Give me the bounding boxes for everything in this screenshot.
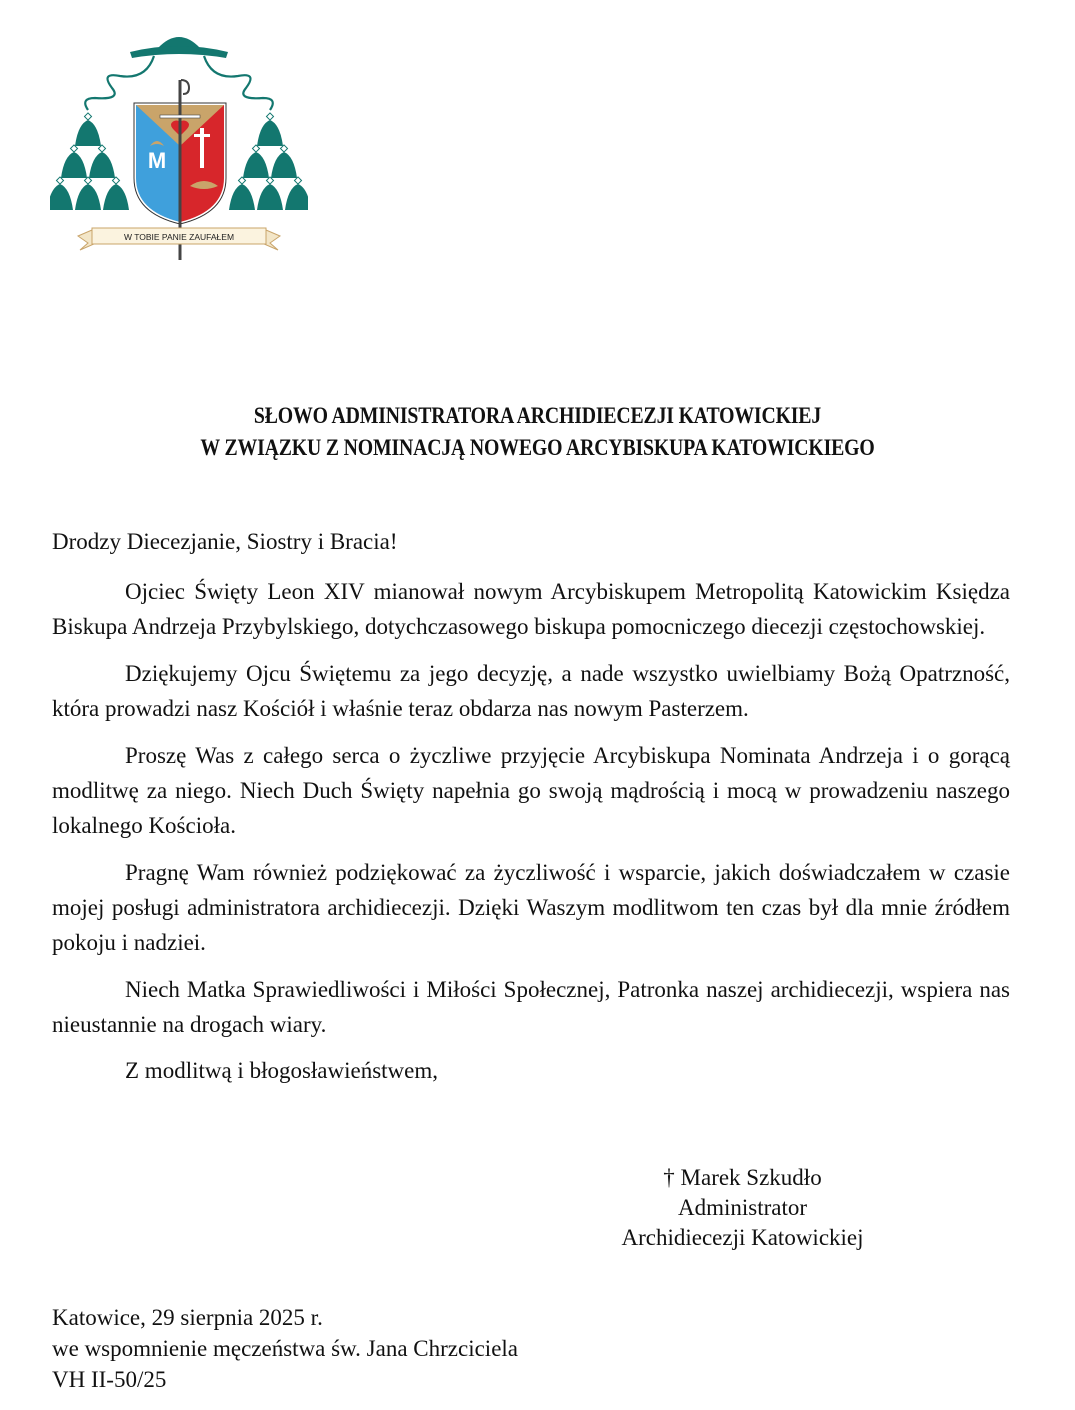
signatory-role: Administrator	[677, 1195, 808, 1220]
paragraph: Proszę Was z całego serca o życzliwe przyjęcie Arcybiskupa Nominata Andrzeja i o gorącą modlitwę za niego. Niech Duch Święty napełnia go swoją mądrością i mocą w prowadzeniu naszego lokalnego Kościoła.	[52, 743, 1010, 838]
paragraph: Niech Matka Sprawiedliwości i Miłości Społecznej, Patronka naszej archidiecezji, wspiera nas nieustannie na drogach wiary.	[52, 977, 1010, 1037]
title-line-1: SŁOWO ADMINISTRATORA ARCHIDIECEZJI KATOWICKIEJ	[253, 403, 822, 428]
shield-monogram: M	[147, 148, 167, 173]
signatory-institution: Archidiecezji Katowickiej	[621, 1225, 864, 1250]
paragraph: Dziękujemy Ojcu Świętemu za jego decyzję, a nade wszystko uwielbiamy Bożą Opatrzność, która prowadzi nasz Kościół i właśnie teraz obdarza nas nowym Pasterzem.	[52, 661, 1010, 721]
signature-block	[600, 1163, 885, 1253]
motto-text: W TOBIE PANIE ZAUFAŁEM	[123, 232, 235, 242]
title-line-2: W ZWIĄZKU Z NOMINACJĄ NOWEGO ARCYBISKUPA KATOWICKIEGO	[200, 435, 875, 460]
occasion: we wspomnienie męczeństwa św. Jana Chrzciciela	[52, 1336, 518, 1361]
closing-line: Z modlitwą i błogosławieństwem,	[125, 1058, 439, 1083]
paragraph: Pragnę Wam również podziękować za życzliwość i wsparcie, jakich doświadczałem w czasie mojej posługi administratora archidiecezji. Dzięki Waszym modlitwom ten czas był dla mnie źródłem pokoju i nadziei.	[52, 860, 1010, 955]
paragraph: Ojciec Święty Leon XIV mianował nowym Arcybiskupem Metropolitą Katowickim Księdza Biskupa Andrzeja Przybylskiego, dotychczasowego biskupa pomocniczego diecezji częstochowskiej.	[52, 579, 1010, 639]
greeting: Drodzy Diecezjanie, Siostry i Bracia!	[52, 529, 398, 554]
tassels-left-icon	[50, 113, 129, 210]
reference-number: VH II-50/25	[52, 1367, 167, 1392]
tassels-right-icon	[229, 113, 308, 210]
place-date: Katowice, 29 sierpnia 2025 r.	[52, 1305, 323, 1330]
galero-hat-icon	[130, 37, 228, 58]
document-title	[0, 400, 1075, 464]
letter-body	[52, 525, 1010, 1087]
document-footer	[52, 1302, 518, 1395]
signatory-name: † Marek Szkudło	[663, 1165, 822, 1190]
coat-of-arms	[50, 28, 308, 264]
